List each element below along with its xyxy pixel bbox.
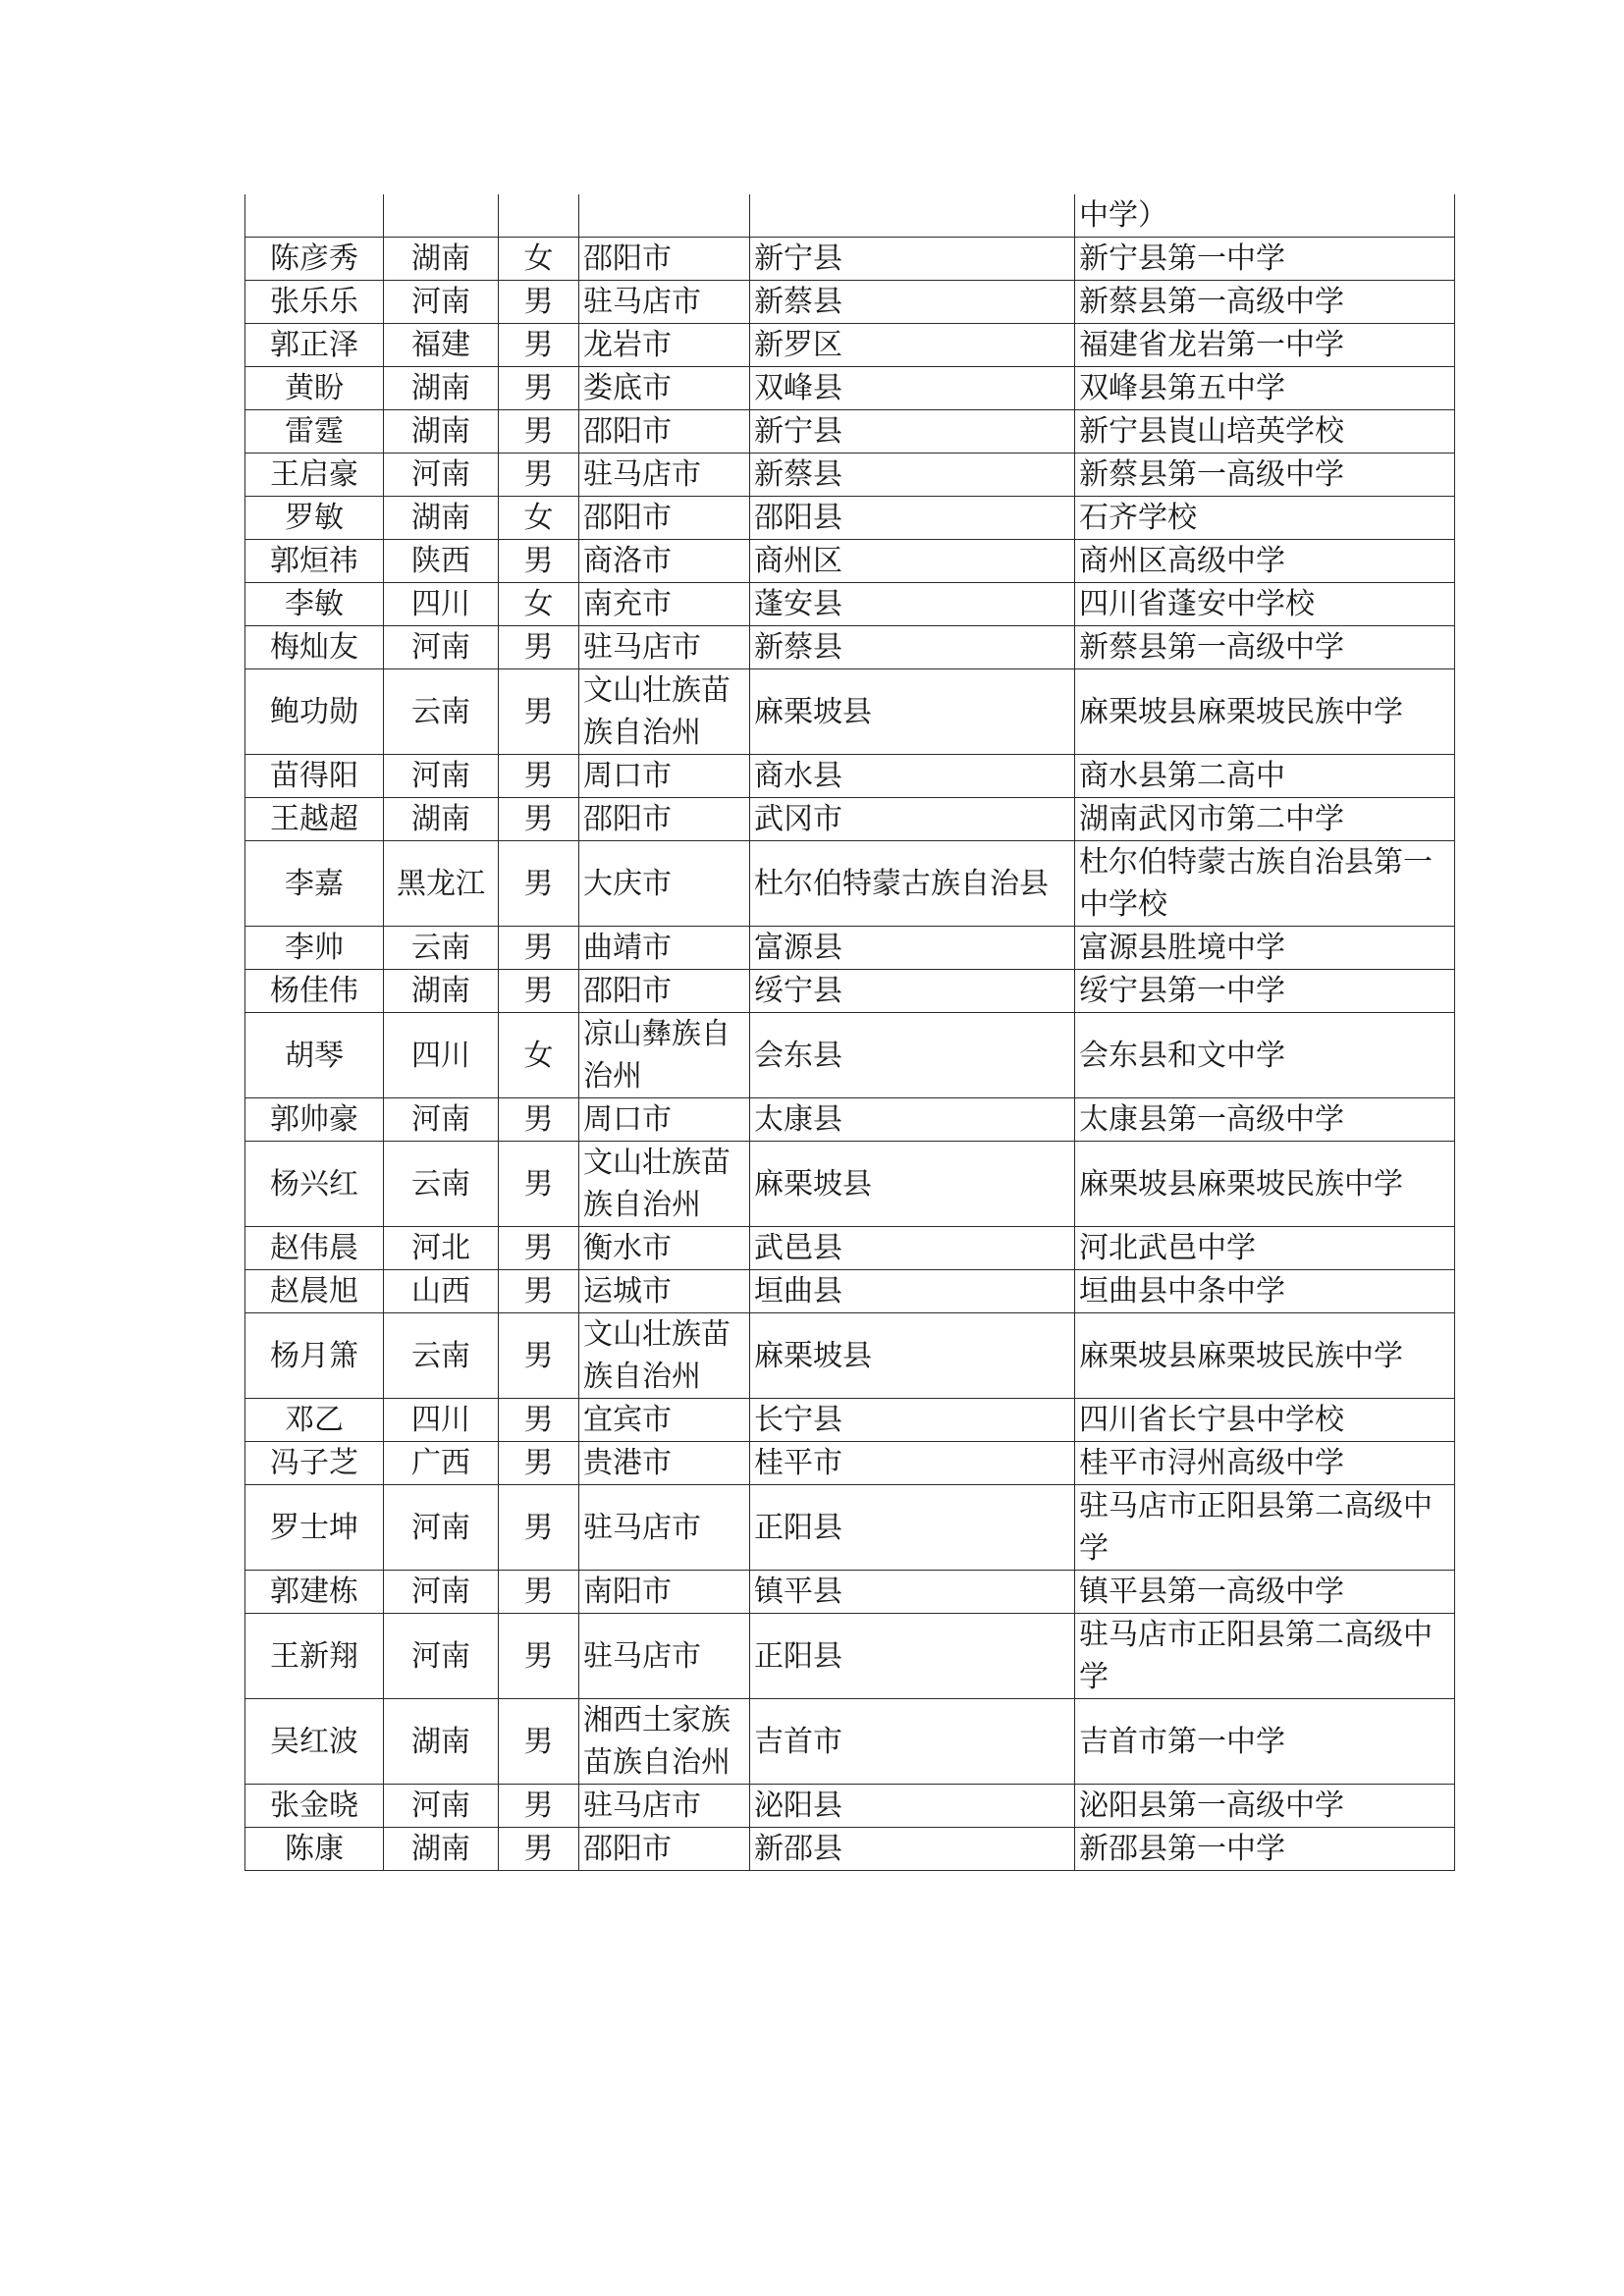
city-cell: 运城市: [579, 1270, 750, 1313]
student-name-cell: 王越超: [245, 798, 384, 841]
student-name-cell: 赵晨旭: [245, 1270, 384, 1313]
city-cell: 大庆市: [579, 841, 750, 927]
table-row: [245, 1485, 1455, 1571]
province-cell: 河北: [384, 1227, 499, 1270]
county-cell: [750, 194, 1075, 238]
county-cell: 吉首市: [750, 1699, 1075, 1785]
county-cell: 邵阳县: [750, 497, 1075, 540]
school-cell: 福建省龙岩第一中学: [1075, 324, 1455, 367]
province-cell: 河南: [384, 1485, 499, 1571]
county-cell: 商州区: [750, 540, 1075, 583]
student-name-cell: 雷霆: [245, 410, 384, 454]
student-name-cell: 赵伟晨: [245, 1227, 384, 1270]
province-cell: 云南: [384, 669, 499, 755]
gender-cell: 男: [499, 367, 579, 410]
city-cell: 驻马店市: [579, 626, 750, 669]
school-cell: 石齐学校: [1075, 497, 1455, 540]
gender-cell: 女: [499, 238, 579, 281]
table-row: [245, 324, 1455, 367]
province-cell: 河南: [384, 281, 499, 324]
school-cell: 麻栗坡县麻栗坡民族中学: [1075, 669, 1455, 755]
county-cell: 绥宁县: [750, 970, 1075, 1013]
school-cell: 麻栗坡县麻栗坡民族中学: [1075, 1142, 1455, 1227]
county-cell: 正阳县: [750, 1614, 1075, 1699]
school-cell: 中学）: [1075, 194, 1455, 238]
table-row: [245, 970, 1455, 1013]
school-cell: 驻马店市正阳县第二高级中学: [1075, 1614, 1455, 1699]
city-cell: 龙岩市: [579, 324, 750, 367]
gender-cell: 男: [499, 454, 579, 497]
school-cell: 太康县第一高级中学: [1075, 1098, 1455, 1142]
school-cell: 麻栗坡县麻栗坡民族中学: [1075, 1313, 1455, 1399]
gender-cell: 男: [499, 927, 579, 970]
school-cell: 新宁县崀山培英学校: [1075, 410, 1455, 454]
student-name-cell: 罗士坤: [245, 1485, 384, 1571]
table-row: [245, 1142, 1455, 1227]
city-cell: 驻马店市: [579, 1485, 750, 1571]
gender-cell: 男: [499, 1399, 579, 1442]
table-row: [245, 454, 1455, 497]
gender-cell: 男: [499, 1313, 579, 1399]
student-roster-table: [244, 194, 1455, 1871]
student-name-cell: 郭正泽: [245, 324, 384, 367]
county-cell: 泌阳县: [750, 1785, 1075, 1828]
table-row: [245, 1571, 1455, 1614]
province-cell: 四川: [384, 1399, 499, 1442]
county-cell: 富源县: [750, 927, 1075, 970]
province-cell: 湖南: [384, 238, 499, 281]
table-row: [245, 927, 1455, 970]
county-cell: 蓬安县: [750, 583, 1075, 626]
student-name-cell: 陈康: [245, 1828, 384, 1871]
city-cell: 邵阳市: [579, 798, 750, 841]
province-cell: 湖南: [384, 497, 499, 540]
county-cell: 麻栗坡县: [750, 1313, 1075, 1399]
table-row: [245, 410, 1455, 454]
table-row: [245, 583, 1455, 626]
school-cell: 四川省长宁县中学校: [1075, 1399, 1455, 1442]
school-cell: 新蔡县第一高级中学: [1075, 626, 1455, 669]
school-cell: 新邵县第一中学: [1075, 1828, 1455, 1871]
table-row: [245, 497, 1455, 540]
city-cell: 驻马店市: [579, 281, 750, 324]
city-cell: 邵阳市: [579, 497, 750, 540]
table-row: [245, 626, 1455, 669]
county-cell: 杜尔伯特蒙古族自治县: [750, 841, 1075, 927]
province-cell: 云南: [384, 1313, 499, 1399]
city-cell: 驻马店市: [579, 1785, 750, 1828]
province-cell: 四川: [384, 583, 499, 626]
province-cell: 湖南: [384, 798, 499, 841]
province-cell: 陕西: [384, 540, 499, 583]
school-cell: 杜尔伯特蒙古族自治县第一中学校: [1075, 841, 1455, 927]
county-cell: 正阳县: [750, 1485, 1075, 1571]
school-cell: 桂平市浔州高级中学: [1075, 1442, 1455, 1485]
gender-cell: 男: [499, 841, 579, 927]
city-cell: 商洛市: [579, 540, 750, 583]
student-name-cell: 张乐乐: [245, 281, 384, 324]
province-cell: 河南: [384, 626, 499, 669]
gender-cell: 男: [499, 1571, 579, 1614]
city-cell: 邵阳市: [579, 410, 750, 454]
student-name-cell: 李嘉: [245, 841, 384, 927]
student-name-cell: [245, 194, 384, 238]
gender-cell: 男: [499, 626, 579, 669]
student-name-cell: 罗敏: [245, 497, 384, 540]
county-cell: 长宁县: [750, 1399, 1075, 1442]
gender-cell: 男: [499, 1614, 579, 1699]
province-cell: 湖南: [384, 410, 499, 454]
province-cell: 河南: [384, 1098, 499, 1142]
school-cell: 镇平县第一高级中学: [1075, 1571, 1455, 1614]
student-name-cell: 邓乙: [245, 1399, 384, 1442]
city-cell: 邵阳市: [579, 970, 750, 1013]
city-cell: 邵阳市: [579, 238, 750, 281]
student-name-cell: 鲍功勋: [245, 669, 384, 755]
province-cell: 湖南: [384, 1699, 499, 1785]
province-cell: 广西: [384, 1442, 499, 1485]
table-row: [245, 1614, 1455, 1699]
student-name-cell: 黄盼: [245, 367, 384, 410]
city-cell: 南阳市: [579, 1571, 750, 1614]
gender-cell: 男: [499, 1270, 579, 1313]
province-cell: 四川: [384, 1013, 499, 1098]
province-cell: 河南: [384, 1785, 499, 1828]
gender-cell: 男: [499, 1699, 579, 1785]
province-cell: 云南: [384, 927, 499, 970]
school-cell: 会东县和文中学: [1075, 1013, 1455, 1098]
city-cell: 驻马店市: [579, 454, 750, 497]
gender-cell: 男: [499, 1142, 579, 1227]
gender-cell: 男: [499, 970, 579, 1013]
roster-body: [245, 194, 1455, 1871]
table-row: [245, 367, 1455, 410]
province-cell: 湖南: [384, 367, 499, 410]
gender-cell: 男: [499, 281, 579, 324]
gender-cell: 男: [499, 410, 579, 454]
city-cell: 娄底市: [579, 367, 750, 410]
gender-cell: 男: [499, 1442, 579, 1485]
table-row: [245, 669, 1455, 755]
school-cell: 商水县第二高中: [1075, 755, 1455, 798]
school-cell: 河北武邑中学: [1075, 1227, 1455, 1270]
gender-cell: 女: [499, 1013, 579, 1098]
county-cell: 会东县: [750, 1013, 1075, 1098]
county-cell: 新邵县: [750, 1828, 1075, 1871]
student-name-cell: 胡琴: [245, 1013, 384, 1098]
school-cell: 新宁县第一中学: [1075, 238, 1455, 281]
gender-cell: 男: [499, 798, 579, 841]
province-cell: 湖南: [384, 1828, 499, 1871]
table-row: [245, 1227, 1455, 1270]
school-cell: 湖南武冈市第二中学: [1075, 798, 1455, 841]
table-row: [245, 798, 1455, 841]
county-cell: 新宁县: [750, 410, 1075, 454]
city-cell: 湘西土家族苗族自治州: [579, 1699, 750, 1785]
county-cell: 新蔡县: [750, 626, 1075, 669]
student-name-cell: 梅灿友: [245, 626, 384, 669]
gender-cell: 男: [499, 1785, 579, 1828]
county-cell: 太康县: [750, 1098, 1075, 1142]
city-cell: 邵阳市: [579, 1828, 750, 1871]
city-cell: 周口市: [579, 1098, 750, 1142]
province-cell: 河南: [384, 755, 499, 798]
county-cell: 镇平县: [750, 1571, 1075, 1614]
student-name-cell: 杨佳伟: [245, 970, 384, 1013]
city-cell: 凉山彝族自治州: [579, 1013, 750, 1098]
student-name-cell: 王新翔: [245, 1614, 384, 1699]
county-cell: 武邑县: [750, 1227, 1075, 1270]
table-row: [245, 841, 1455, 927]
student-name-cell: 张金晓: [245, 1785, 384, 1828]
province-cell: 云南: [384, 1142, 499, 1227]
student-name-cell: 杨兴红: [245, 1142, 384, 1227]
province-cell: 黑龙江: [384, 841, 499, 927]
county-cell: 垣曲县: [750, 1270, 1075, 1313]
school-cell: 绥宁县第一中学: [1075, 970, 1455, 1013]
school-cell: 双峰县第五中学: [1075, 367, 1455, 410]
city-cell: 文山壮族苗族自治州: [579, 1313, 750, 1399]
province-cell: 福建: [384, 324, 499, 367]
student-name-cell: 王启豪: [245, 454, 384, 497]
gender-cell: [499, 194, 579, 238]
county-cell: 麻栗坡县: [750, 1142, 1075, 1227]
table-row: [245, 1313, 1455, 1399]
school-cell: 新蔡县第一高级中学: [1075, 281, 1455, 324]
city-cell: 贵港市: [579, 1442, 750, 1485]
table-row: [245, 194, 1455, 238]
school-cell: 新蔡县第一高级中学: [1075, 454, 1455, 497]
city-cell: 文山壮族苗族自治州: [579, 1142, 750, 1227]
province-cell: 湖南: [384, 970, 499, 1013]
table-row: [245, 1785, 1455, 1828]
gender-cell: 男: [499, 540, 579, 583]
student-name-cell: 郭烜祎: [245, 540, 384, 583]
table-row: [245, 1442, 1455, 1485]
school-cell: 富源县胜境中学: [1075, 927, 1455, 970]
gender-cell: 男: [499, 755, 579, 798]
county-cell: 新蔡县: [750, 281, 1075, 324]
school-cell: 垣曲县中条中学: [1075, 1270, 1455, 1313]
student-name-cell: 杨月箫: [245, 1313, 384, 1399]
city-cell: 文山壮族苗族自治州: [579, 669, 750, 755]
gender-cell: 男: [499, 669, 579, 755]
student-name-cell: 郭帅豪: [245, 1098, 384, 1142]
province-cell: 河南: [384, 454, 499, 497]
gender-cell: 男: [499, 1098, 579, 1142]
table-row: [245, 1098, 1455, 1142]
table-row: [245, 1270, 1455, 1313]
student-name-cell: 苗得阳: [245, 755, 384, 798]
table-row: [245, 755, 1455, 798]
table-row: [245, 1399, 1455, 1442]
student-name-cell: 冯子芝: [245, 1442, 384, 1485]
city-cell: 周口市: [579, 755, 750, 798]
county-cell: 商水县: [750, 755, 1075, 798]
county-cell: 桂平市: [750, 1442, 1075, 1485]
county-cell: 新罗区: [750, 324, 1075, 367]
gender-cell: 女: [499, 497, 579, 540]
student-name-cell: 李敏: [245, 583, 384, 626]
school-cell: 商州区高级中学: [1075, 540, 1455, 583]
student-name-cell: 李帅: [245, 927, 384, 970]
county-cell: 麻栗坡县: [750, 669, 1075, 755]
city-cell: 驻马店市: [579, 1614, 750, 1699]
table-row: [245, 281, 1455, 324]
province-cell: 山西: [384, 1270, 499, 1313]
student-name-cell: 吴红波: [245, 1699, 384, 1785]
gender-cell: 男: [499, 324, 579, 367]
gender-cell: 男: [499, 1828, 579, 1871]
province-cell: [384, 194, 499, 238]
student-name-cell: 郭建栋: [245, 1571, 384, 1614]
table-row: [245, 1699, 1455, 1785]
table-row: [245, 238, 1455, 281]
province-cell: 河南: [384, 1571, 499, 1614]
county-cell: 双峰县: [750, 367, 1075, 410]
province-cell: 河南: [384, 1614, 499, 1699]
city-cell: 南充市: [579, 583, 750, 626]
county-cell: 武冈市: [750, 798, 1075, 841]
student-name-cell: 陈彦秀: [245, 238, 384, 281]
gender-cell: 男: [499, 1227, 579, 1270]
city-cell: [579, 194, 750, 238]
city-cell: 宜宾市: [579, 1399, 750, 1442]
city-cell: 曲靖市: [579, 927, 750, 970]
city-cell: 衡水市: [579, 1227, 750, 1270]
school-cell: 四川省蓬安中学校: [1075, 583, 1455, 626]
table-row: [245, 1013, 1455, 1098]
table-row: [245, 540, 1455, 583]
school-cell: 泌阳县第一高级中学: [1075, 1785, 1455, 1828]
county-cell: 新蔡县: [750, 454, 1075, 497]
county-cell: 新宁县: [750, 238, 1075, 281]
gender-cell: 女: [499, 583, 579, 626]
table-row: [245, 1828, 1455, 1871]
gender-cell: 男: [499, 1485, 579, 1571]
school-cell: 吉首市第一中学: [1075, 1699, 1455, 1785]
school-cell: 驻马店市正阳县第二高级中学: [1075, 1485, 1455, 1571]
